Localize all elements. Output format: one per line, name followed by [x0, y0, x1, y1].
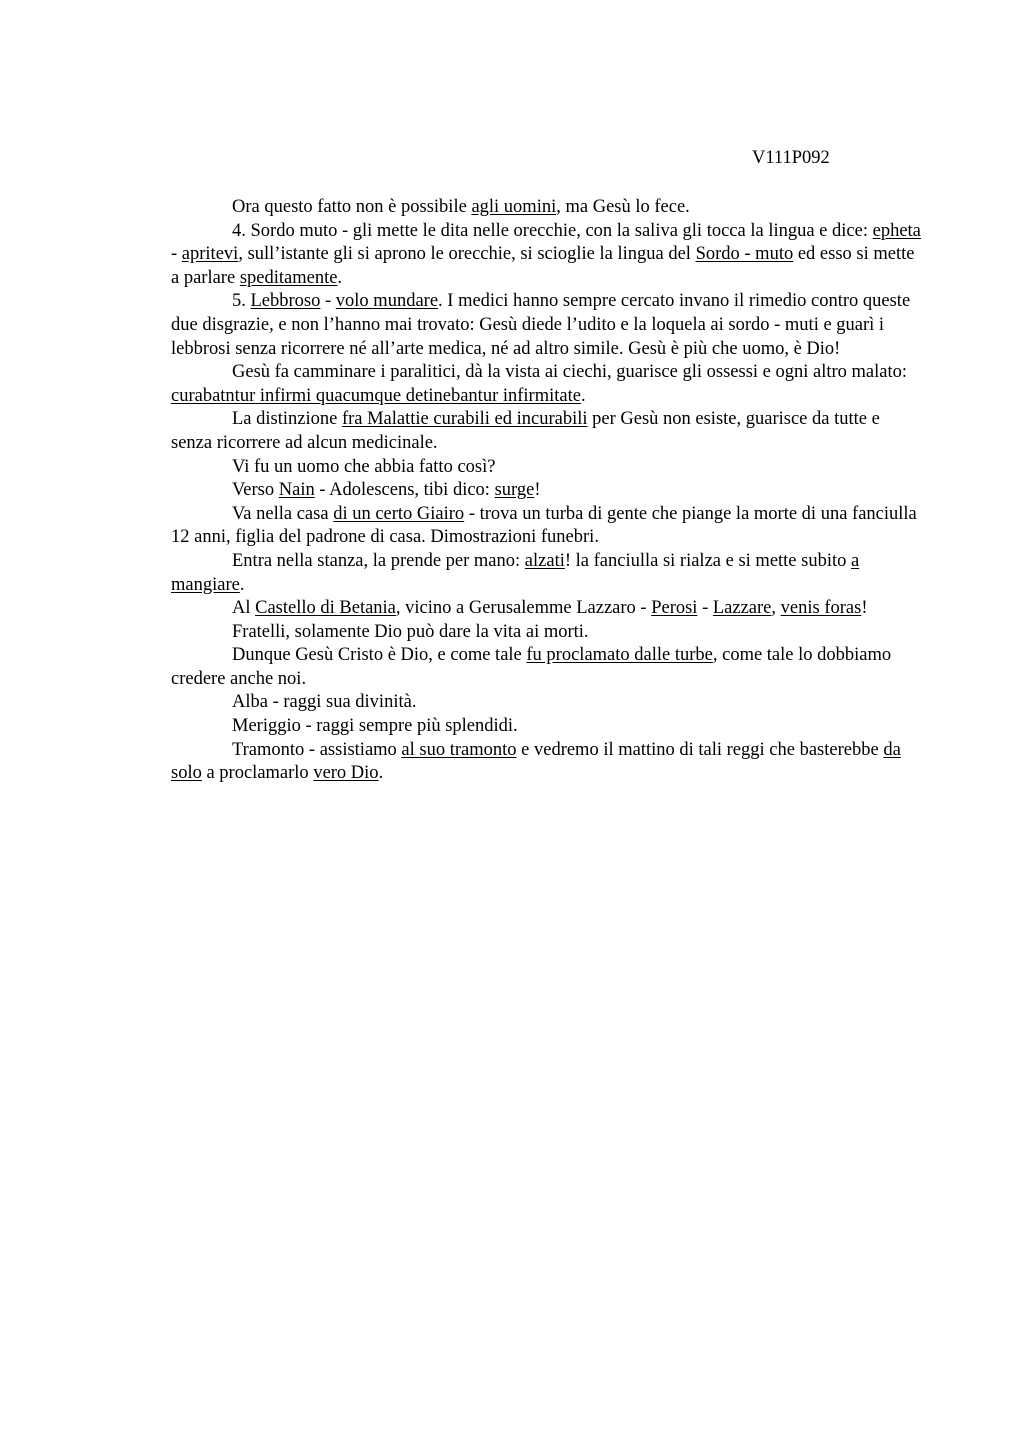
underlined-text: Castello di Betania: [255, 598, 396, 619]
text-run: Verso: [232, 480, 279, 501]
paragraph: [171, 739, 923, 786]
text-run: Fratelli, solamente Dio può dare la vita ai morti.: [232, 621, 589, 642]
paragraph: [171, 503, 923, 550]
paragraph: [171, 479, 923, 503]
text-run: .: [239, 574, 245, 595]
underlined-text: Nain: [278, 480, 315, 501]
paragraph: [171, 456, 923, 480]
text-run: Meriggio - raggi sempre più splendidi.: [232, 716, 518, 737]
paragraph: [171, 361, 923, 408]
text-run: Gesù fa camminare i paralitici, dà la vista ai ciechi, guarisce gli ossessi e ogni altro malato:: [232, 362, 908, 383]
paragraph: [171, 691, 923, 715]
underlined-text: venis foras: [780, 598, 862, 619]
text-run: -: [697, 598, 713, 619]
text-run: - Adolescens, tibi dico:: [314, 480, 495, 501]
paragraph: [171, 220, 923, 291]
text-run: a proclamarlo: [201, 763, 314, 784]
text-run: . I medici hanno sempre cercato invano il rimedio contro queste due disgrazie, e non l’hanno mai trovato: Gesù diede l’udito e la loquela ai sordo - muti e guarì i lebbrosi senza ricorrere né all’arte medica, né ad altro simile. Gesù è più che uomo, è Dio!: [171, 291, 911, 359]
text-run: Dunque Gesù Cristo è Dio, e come tale: [232, 645, 527, 666]
underlined-text: curabatntur infirmi quacumque detinebantur infirmitate: [171, 385, 581, 406]
text-run: La distinzione: [232, 409, 342, 430]
text-run: -: [320, 291, 336, 312]
underlined-text: apritevi: [181, 244, 239, 265]
underlined-text: fra Malattie curabili ed incurabili: [341, 409, 588, 430]
text-run: .: [580, 385, 586, 406]
text-run: Entra nella stanza, la prende per mano:: [232, 550, 525, 571]
underlined-text: da solo: [171, 739, 901, 784]
text-run: Al: [232, 598, 256, 619]
paragraph: [171, 550, 923, 597]
text-run: .: [378, 763, 384, 784]
text-run: .: [337, 267, 343, 288]
paragraph: [171, 621, 923, 645]
text-run: , vicino a Gerusalemme Lazzaro -: [395, 598, 652, 619]
text-run: , sull’istante gli si aprono le orecchie, si scioglie la lingua del: [238, 244, 696, 265]
paragraph: [171, 644, 923, 691]
text-run: e vedremo il mattino di tali reggi che basterebbe: [516, 739, 884, 760]
text-run: !: [861, 598, 868, 619]
text-run: Tramonto - assistiamo: [232, 739, 402, 760]
paragraph: [171, 408, 923, 455]
underlined-text: epheta: [872, 220, 921, 241]
text-run: -: [171, 244, 182, 265]
underlined-text: alzati: [524, 550, 565, 571]
underlined-text: Perosi: [651, 598, 698, 619]
underlined-text: speditamente: [239, 267, 338, 288]
text-run: , come tale lo dobbiamo credere anche noi.: [171, 645, 892, 689]
text-run: per Gesù non esiste, guarisce da tutte e senza ricorrere ad alcun medicinale.: [171, 409, 880, 453]
underlined-text: al suo tramonto: [401, 739, 517, 760]
underlined-text: Sordo - muto: [695, 244, 794, 265]
text-run: 4. Sordo muto - gli mette le dita nelle orecchie, con la saliva gli tocca la lingua e dice:: [232, 220, 873, 241]
text-run: !: [534, 480, 541, 501]
underlined-text: vero Dio: [313, 763, 379, 784]
paragraph: [171, 290, 923, 361]
paragraph: [171, 597, 923, 621]
underlined-text: surge: [494, 480, 535, 501]
text-run: 5.: [232, 291, 251, 312]
page-id: V111P092: [752, 148, 830, 168]
text-run: Vi fu un uomo che abbia fatto così?: [232, 456, 496, 477]
text-run: Ora questo fatto non è possibile: [232, 197, 472, 217]
underlined-text: agli uomini: [471, 197, 557, 217]
text-run: Va nella casa: [232, 503, 334, 524]
paragraph: [171, 715, 923, 739]
underlined-text: di un certo Giairo: [333, 503, 465, 524]
underlined-text: Lazzare: [712, 598, 772, 619]
underlined-text: volo mundare: [335, 291, 439, 312]
text-run: Alba - raggi sua divinità.: [232, 692, 417, 713]
text-run: , ma Gesù lo fece.: [556, 197, 690, 217]
text-run: ! la fanciulla si rialza e si mette subito: [564, 550, 851, 571]
paragraph: [171, 196, 923, 220]
text-run: ed esso si mette a parlare: [171, 244, 915, 288]
underlined-text: a mangiare: [171, 550, 860, 595]
underlined-text: fu proclamato dalle turbe: [526, 645, 713, 666]
document-body: [171, 196, 923, 786]
text-run: ,: [771, 598, 781, 619]
text-run: - trova un turba di gente che piange la morte di una fanciulla 12 anni, figlia del padrone di casa. Dimostrazioni funebri.: [171, 503, 917, 548]
underlined-text: Lebbroso: [250, 291, 321, 312]
